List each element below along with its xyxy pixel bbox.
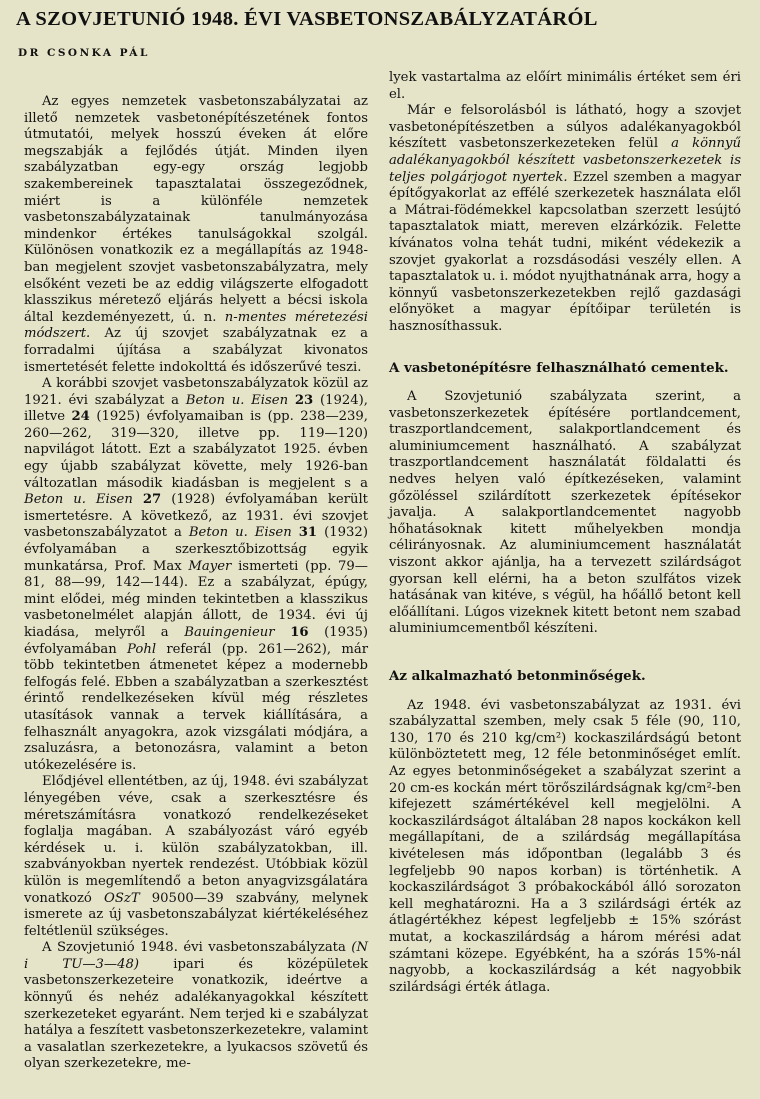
paragraph-lightweight: Már e felsorolásból is látható, hogy a szovjet vasbetonépítészetben a súlyos adalékanyagokból készített vasbetonszerkezeteken felül a könnyű adalékanyagokból készített vasbetonszerkezetek is teljes polgárjogot nyertek. Ezzel szemben a magyar építőgyakorlat az effélé szerkezetek használata elől a Mátrai-födémekkel kapcsolatban szerzett lesújtó tapasztalatok miatt, mereven elzárkózik. Felette kívánatos volna tehát tudni, miként védekezik a szovjet gyakorlat a rozsdásodási veszély ellen. A tapasztalatok u. i. módot nyujthatnának arra, hogy a könnyű vasbetonszerkezetekben rejlő gazdasági előnyöket a magyar építőipar területén is hasznosíthassuk. [389,103,741,334]
paragraph-scope: A Szovjetunió 1948. évi vasbetonszabályzata (N i TU—3—48) ipari és középületek vasbetonszerkezeteire vonatkozik, ideértve a könnyű és nehéz adalékanyagokkal készített szerkezeteket egyaránt. Nem terjed ki e szabályzat hatálya a feszített vasbetonszerkezetekre, valamint a vasalatlan szerkezetekre, a lyukacsos szövetű és olyan szerkezetekre, me- [24,940,369,1072]
article-title: A SZOVJETUNIÓ 1948. ÉVI VASBETONSZABÁLYZATÁRÓL [16,8,598,30]
paragraph-concrete-grades: Az 1948. évi vasbetonszabályzat az 1931. évi szabályzattal szemben, mely csak 5 féle (90, 110, 130, 170 és 210 kg/cm²) kockaszilárdságú betont különböztetett meg, 12 féle betonminőséget említ. Az egyes betonminőségeket a szabályzat szerint a 20 cm-es kockán mért törőszilárdságnak kg/cm²-ben kifejezett számértékével kell megjelölni. A kockaszilárdságot általában 28 napos kockákon kell megállapítani, de a szilárdság megállapítása kivételesen más időpontban (legalább 3 és legfeljebb 90 napos korban) is történhetik. A kockaszilárdságot 3 próbakockából álló sorozaton kell meghatározni. Ha a 3 szilárdsági érték az átlagértékhez képest legfeljebb ± 15% szórást mutat, a kockaszilárdság a három mérési adat számtani közepe. Egyébként, ha a szórás 15%-nál nagyobb, a kockaszilárdság a két nagyobbik szilárdsági érték átlaga. [389,697,741,995]
paragraph-continuation: lyek vastartalma az előírt minimális értéket sem éri el. [389,70,741,102]
section-heading-concrete-grades: Az alkalmazható betonminőségek. [389,668,646,684]
section-heading-cements: A vasbetonépítésre felhasználható cementek. [389,359,729,376]
paragraph-history: A korábbi szovjet vasbetonszabályzatok közül az 1921. évi szabályzat a Beton u. Eisen 23 (1924), illetve 24 (1925) évfolyamaiban is (pp. 238—239, 260—262, 319—320, illetve pp. 119—120) napvilágot látott. Ezt a szabályzatot 1925. évben egy újabb szabályzat követte, mely 1926-ban változatlan második kiadásban is megjelent s a Beton u. Eisen 27 (1928) évfolyamában került ismertetésre. A következő, az 1931. évi szovjet vasbetonszabályzatot a Beton u. Eisen 31 (1932) évfolyamában a szerkesztőbizottság egyik munkatársa, Prof. Max Mayer ismerteti (pp. 79—81, 88—99, 142—144). Ez a szabályzat, épúgy, mint elődei, még minden tekintetben a klasszikus vasbetonelmélet alapján állott, de 1934. évi új kiadása, melyről a Bauingenieur 16 (1935) évfolyamában Pohl referál (pp. 261—262), már több tekintetben átmenetet képez a modernebb felfogás felé. Ebben a szabályzatban a szerkesztést érintő rendelkezéseken kívül még részletes utasítások vannak a tervek kiállítására, a felhasznált anyagokra, azok vizsgálati módjára, a zsaluzásra, a betonozásra, valamint a beton utókezelésére is. [24,376,369,773]
article-author: DR CSONKA PÁL [18,47,150,59]
left-column [24,94,368,1073]
paragraph-new-code: Elődjével ellentétben, az új, 1948. évi szabályzat lényegében véve, csak a szerkesztésre és méretszámításra vonatkozó rendelkezéseket foglalja magában. A szabályozást váró egyéb kérdések u. i. külön szabályzatokban, ill. szabványokban nyertek rendezést. Utóbbiak közül külön is megemlítendő a beton anyagvizsgálatára vonatkozó OSzT 90500—39 szabvány, melynek ismerete az új vasbetonszabályzat kiértékeléséhez feltétlenül szükséges. [24,774,368,939]
paragraph-cements: A Szovjetunió szabályzata szerint, a vasbetonszerkezetek építésére portlandcement, traszportlandcement, salakportlandcement és aluminiumcement használható. A szabályzat traszportlandcement használatát földalatti és nedves helyen való építkezéseken, valamint gőzöléssel szilárdított szerkezetek építésekor javalja. A salakportlandcementet nagyobb hőhatásoknak kitett műhelyekben mondja célirányosnak. Az aluminiumcement használatát viszont akkor ajánlja, ha a tervezett szilárdságot gyorsan kell elérni, ha a beton szulfátos vizek hatásának van kitéve, s végül, ha hőállő betont kell előállítani. Lúgos vizeknek kitett betont nem szabad aluminiumcementből készíteni. [389,389,741,637]
right-column [389,70,741,996]
paragraph-intro: Az egyes nemzetek vasbetonszabályzatai az illető nemzetek vasbetonépítészetének fontos útmutatói, melyek hosszú éveken át előre megszabják a fejlődés útját. Minden ilyen szabályzatban egy-egy ország legjobb szakembereinek tapasztalatai összegeződnek, miért is a különféle nemzetek vasbetonszabályzatainak tanulmányozása mindenkor értékes tanulságokkal szolgál. Különösen vonatkozik ez a megállapítás az 1948-ban megjelent szovjet vasbetonszabályzatra, mely elsőként vezeti be az eddig világszerte elfogadott klasszikus méretező eljárás helyett a bécsi iskola által kezdeményezett, ú. n. n-mentes méretezési módszert. Az új szovjet szabályzatnak ez a forradalmi újítása a szabályzat kivonatos ismertetését felette indokolttá és időszerűvé teszi. [24,94,368,375]
